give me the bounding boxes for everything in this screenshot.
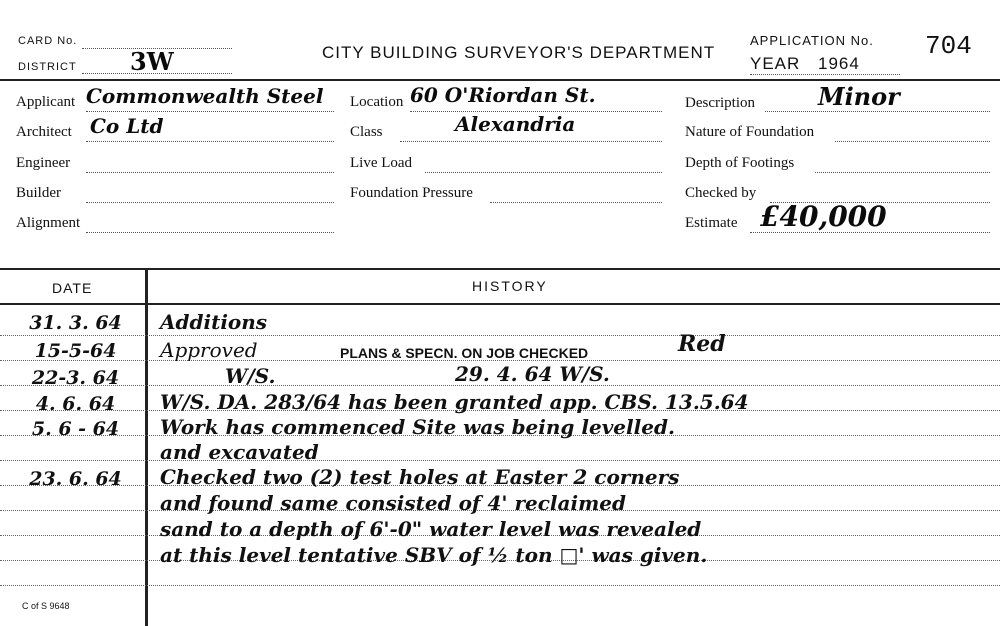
location-label: Location: [350, 94, 404, 110]
estimate-value: £40,000: [760, 200, 887, 233]
year-value: 1964: [818, 54, 860, 73]
fields-divider: [0, 268, 1000, 270]
year-label: YEAR: [750, 54, 801, 73]
depth-of-footings-line: [815, 172, 990, 173]
checked-by-label: Checked by: [685, 185, 757, 201]
entry-date: 22-3. 64: [31, 367, 120, 389]
header-divider: [0, 79, 1000, 81]
engineer-label: Engineer: [16, 155, 71, 171]
entry-extra: Red: [678, 331, 726, 357]
entry-date: 31. 3. 64: [29, 312, 122, 334]
row-line: [0, 585, 1000, 586]
live-load-label: Live Load: [350, 155, 413, 171]
architect-value: Co Ltd: [90, 114, 164, 138]
entry-text: at this level tentative SBV of ½ ton □' was given.: [160, 543, 708, 567]
application-label: APPLICATION No.: [750, 33, 874, 48]
entry-text: Additions: [160, 310, 268, 334]
applicant-value: Commonwealth Steel: [86, 84, 324, 108]
foundation-pressure-line: [490, 202, 662, 203]
description-label: Description: [685, 95, 755, 111]
entry-text: Approved: [160, 338, 258, 362]
department-title: CITY BUILDING SURVEYOR'S DEPARTMENT: [322, 43, 716, 62]
date-column-divider: [145, 270, 148, 626]
applicant-label: Applicant: [16, 94, 76, 110]
description-value: Minor: [818, 82, 900, 111]
depth-of-footings-label: Depth of Footings: [685, 155, 795, 171]
application-number: 704: [925, 31, 972, 61]
entry-date: 15-5-64: [34, 340, 117, 362]
row-line: [0, 460, 1000, 461]
alignment-line: [86, 232, 334, 233]
class-line: [400, 141, 662, 142]
nature-of-foundation-line: [835, 141, 990, 142]
table-header-divider: [0, 303, 1000, 305]
builder-line: [86, 202, 334, 203]
entry-text: Checked two (2) test holes at Easter 2 corners: [160, 465, 680, 489]
card-no-label: CARD No.: [18, 35, 78, 47]
entry-text: and found same consisted of 4' reclaimed: [160, 491, 626, 515]
architect-line: [86, 141, 334, 142]
checked-stamp: PLANS & SPECN. ON JOB CHECKED: [340, 345, 589, 361]
district-label: DISTRICT: [18, 61, 77, 73]
entry-date: 5. 6 - 64: [31, 418, 120, 440]
history-column-header: HISTORY: [472, 278, 548, 294]
entry-date: 23. 6. 64: [29, 468, 122, 490]
foundation-pressure-label: Foundation Pressure: [350, 185, 473, 201]
class-value: Alexandria: [455, 112, 576, 136]
engineer-line: [86, 172, 334, 173]
architect-label: Architect: [16, 124, 72, 140]
applicant-line: [86, 111, 334, 112]
entry-text: sand to a depth of 6'-0" water level was revealed: [160, 517, 702, 541]
entry-text: Work has commenced Site was being levelled.: [160, 415, 675, 439]
description-line: [765, 111, 990, 112]
entry-text: and excavated: [160, 440, 319, 464]
builder-label: Builder: [16, 185, 61, 201]
row-line: [0, 335, 1000, 336]
location-value: 60 O'Riordan St.: [410, 83, 596, 107]
live-load-line: [425, 172, 662, 173]
entry-date: 4. 6. 64: [35, 393, 116, 415]
estimate-label: Estimate: [685, 215, 738, 231]
entry-text: W/S.: [225, 364, 276, 388]
entry-extra: 29. 4. 64 W/S.: [455, 362, 610, 386]
estimate-line: [750, 232, 990, 233]
form-number: C of S 9648: [22, 601, 70, 611]
entry-text: W/S. DA. 283/64 has been granted app. CBS. 13.5.64: [160, 390, 749, 414]
nature-of-foundation-label: Nature of Foundation: [685, 124, 815, 140]
date-column-header: DATE: [52, 280, 93, 296]
year-line: [750, 74, 900, 75]
alignment-label: Alignment: [16, 215, 81, 231]
district-value: 3W: [130, 47, 174, 76]
class-label: Class: [350, 124, 383, 140]
